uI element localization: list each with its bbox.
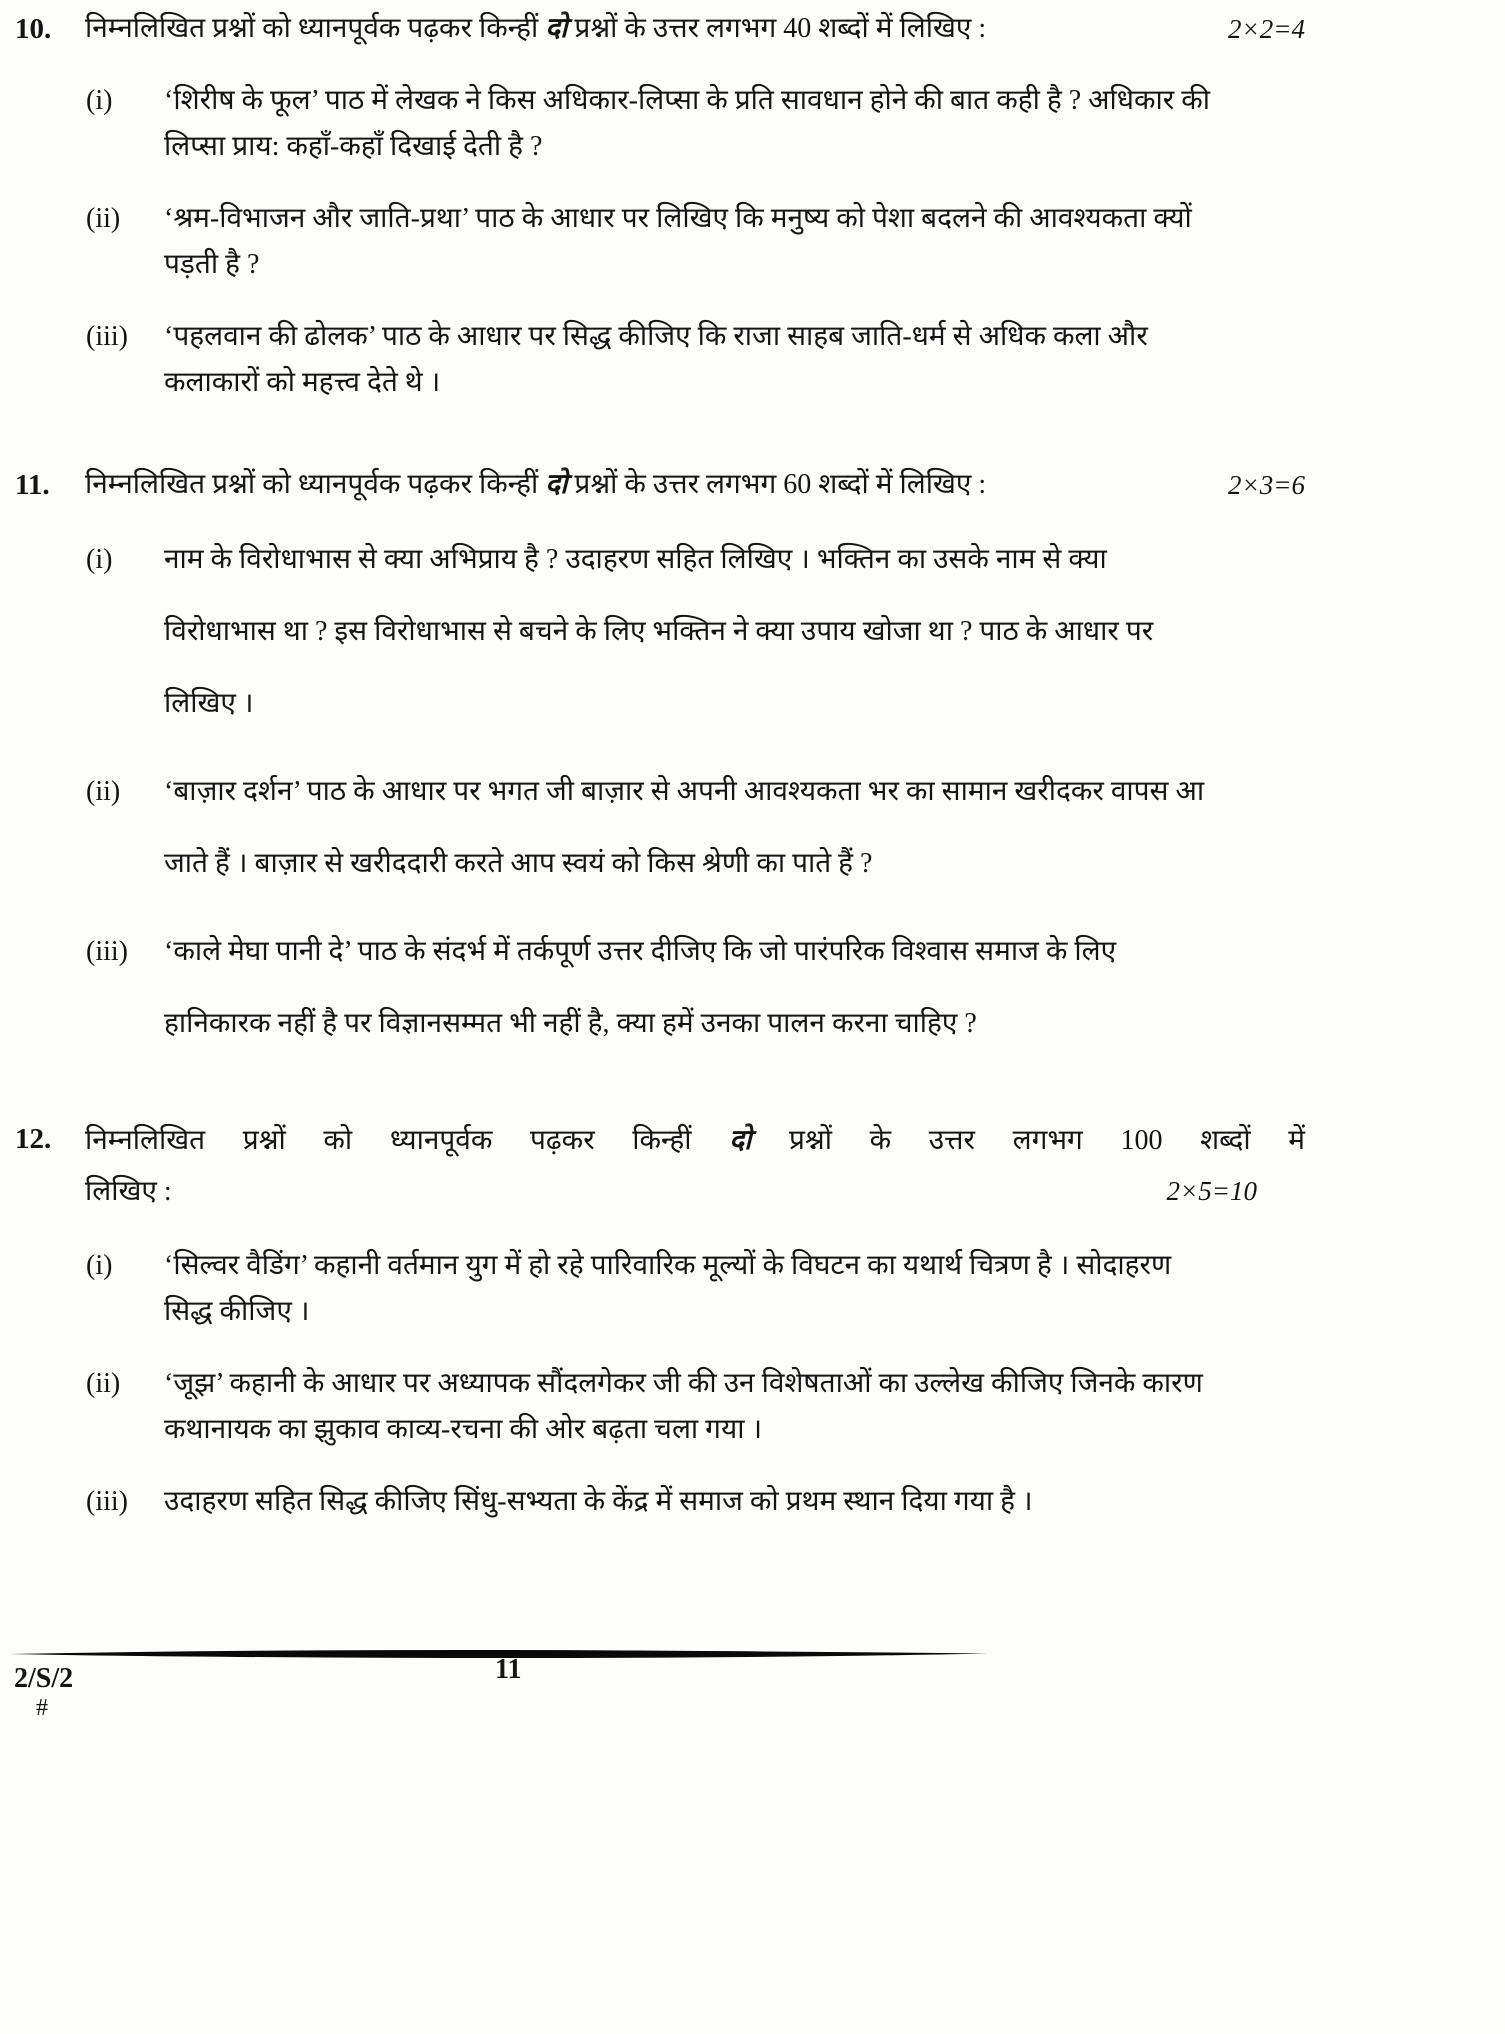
question-10-part-i	[15, 78, 1305, 170]
part-text: ‘सिल्वर वैडिंग’ कहानी वर्तमान युग में हो रहे पारिवारिक मूल्यों के विघटन का यथार्थ चित्रण है । सोदाहरण सिद्ध कीजिए ।	[164, 1250, 1172, 1327]
part-text: उदाहरण सहित सिद्ध कीजिए सिंधु-सभ्यता के केंद्र में समाज को प्रथम स्थान दिया गया है ।	[164, 1486, 1033, 1517]
question-intro	[85, 6, 1200, 52]
question-12-part-iii	[15, 1479, 1305, 1525]
question-number: 10.	[15, 13, 52, 45]
paper-code: 2/S/2	[14, 1663, 74, 1694]
question-12-part-ii	[15, 1361, 1305, 1453]
question-11-part-iii	[15, 916, 1305, 1060]
intro-text-pre: निम्नलिखित प्रश्नों को ध्यानपूर्वक पढ़कर किन्हीं	[85, 1125, 730, 1156]
question-intro	[85, 1116, 1305, 1217]
part-label: (i)	[86, 85, 113, 116]
question-10-part-iii	[15, 314, 1305, 406]
paper-code-block	[14, 1664, 104, 1722]
intro-bold-word: दो	[545, 469, 568, 500]
question-11-part-i	[15, 524, 1305, 740]
intro-text-post: प्रश्नों के उत्तर लगभग 100 शब्दों में	[751, 1125, 1305, 1156]
question-intro	[85, 462, 1200, 508]
intro-bold-word: दो	[545, 13, 568, 44]
question-11	[15, 462, 1305, 1060]
question-12	[15, 1116, 1305, 1525]
question-10	[15, 6, 1305, 406]
part-text: ‘जूझ’ कहानी के आधार पर अध्यापक सौंदलगेकर जी की उन विशेषताओं का उल्लेख कीजिए जिनके कारण कथानायक का झुकाव काव्य-रचना की ओर बढ़ता चला गया ।	[164, 1368, 1203, 1445]
part-text: ‘काले मेघा पानी दे’ पाठ के संदर्भ में तर्कपूर्ण उत्तर दीजिए कि जो पारंपरिक विश्वास समाज के लिए हानिकारक नहीं है पर विज्ञानसम्मत भी नहीं है, क्या हमें उनका पालन करना चाहिए ?	[164, 936, 1117, 1039]
part-label: (iii)	[86, 936, 128, 967]
part-text: नाम के विरोधाभास से क्या अभिप्राय है ? उदाहरण सहित लिखिए । भक्तिन का उसके नाम से क्या विरोधाभास था ? इस विरोधाभास से बचने के लिए भक्तिन ने क्या उपाय खोजा था ? पाठ के आधार पर लिखिए ।	[164, 544, 1154, 719]
hash-mark: #	[36, 1695, 48, 1721]
question-10-part-ii	[15, 196, 1305, 288]
part-text: ‘शिरीष के फूल’ पाठ में लेखक ने किस अधिकार-लिप्सा के प्रति सावधान होने की बात कही है ? अधिकार की लिप्सा प्राय: कहाँ-कहाँ दिखाई देती है ?	[164, 85, 1210, 162]
question-11-part-ii	[15, 756, 1305, 900]
part-text: ‘पहलवान की ढोलक’ पाठ के आधार पर सिद्ध कीजिए कि राजा साहब जाति-धर्म से अधिक कला और कलाकारों को महत्त्व देते थे ।	[164, 321, 1148, 398]
intro-line-2	[85, 1166, 1305, 1217]
page-footer	[0, 1648, 1505, 1722]
intro-text-post: प्रश्नों के उत्तर लगभग 40 शब्दों में लिखिए :	[567, 13, 987, 44]
marks-label: 2×3=6	[1228, 470, 1305, 500]
question-12-part-i	[15, 1243, 1305, 1335]
question-12-header	[15, 1116, 1305, 1217]
part-text: ‘बाज़ार दर्शन’ पाठ के आधार पर भगत जी बाज़ार से अपनी आवश्यकता भर का सामान खरीदकर वापस आ जाते हैं । बाज़ार से खरीददारी करते आप स्वयं को किस श्रेणी का पाते हैं ?	[164, 776, 1205, 879]
question-11-header	[15, 462, 1305, 508]
part-label: (ii)	[86, 776, 121, 807]
part-label: (i)	[86, 1250, 113, 1281]
question-number: 11.	[15, 469, 50, 501]
footer-row	[0, 1654, 1505, 1722]
part-label: (ii)	[86, 203, 121, 234]
marks-label: 2×2=4	[1228, 14, 1305, 44]
part-label: (i)	[86, 544, 113, 575]
part-label: (iii)	[86, 1486, 128, 1517]
marks-label: 2×5=10	[1166, 1176, 1257, 1206]
part-label: (ii)	[86, 1368, 121, 1399]
intro-bold-word: दो	[729, 1125, 752, 1156]
intro-text-pre: निम्नलिखित प्रश्नों को ध्यानपूर्वक पढ़कर किन्हीं	[85, 469, 546, 500]
intro-text-post: प्रश्नों के उत्तर लगभग 60 शब्दों में लिखिए :	[567, 469, 987, 500]
page-number: 11	[495, 1654, 522, 1685]
question-10-header	[15, 6, 1305, 52]
part-text: ‘श्रम-विभाजन और जाति-प्रथा’ पाठ के आधार पर लिखिए कि मनुष्य को पेशा बदलने की आवश्यकता क्यों पड़ती है ?	[164, 203, 1192, 280]
part-label: (iii)	[86, 321, 128, 352]
intro-text-pre: निम्नलिखित प्रश्नों को ध्यानपूर्वक पढ़कर किन्हीं	[85, 13, 546, 44]
intro-line-1	[85, 1116, 1305, 1166]
question-number: 12.	[15, 1123, 52, 1155]
intro-line2-text: लिखिए :	[85, 1176, 172, 1207]
